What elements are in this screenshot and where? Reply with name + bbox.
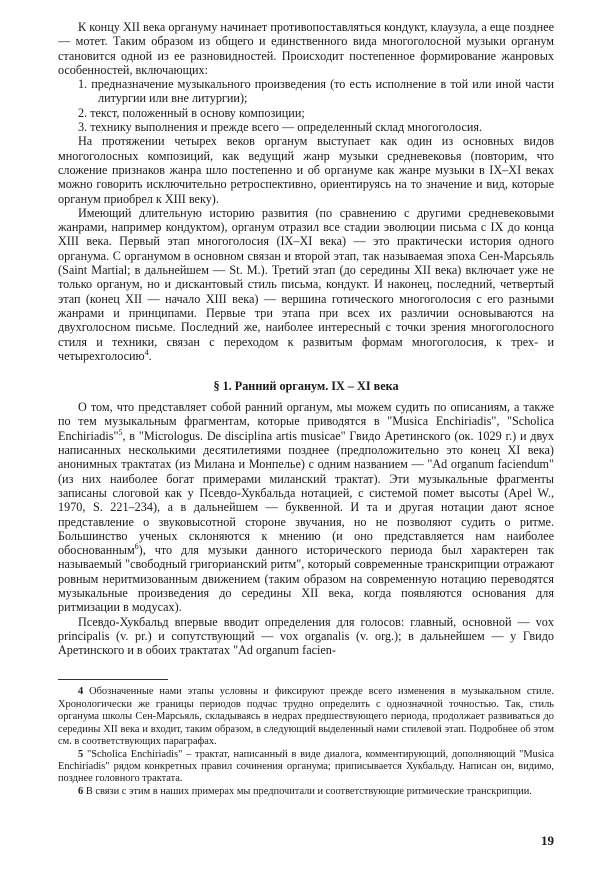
section-paragraph-1 (58, 400, 554, 614)
intro-paragraph-1: К концу XII века органуму начинает противопоставляться кондукт, клаузула, а еще позднее — мотет. Таким образом из общего и единственного вида многоголосной музыки органум становится одной из ее разновидностей. Происходит постепенное формирование жанровых особенностей, включающих: (58, 20, 554, 77)
footnote-ref-5: 5 (118, 427, 123, 437)
footnote-divider (58, 679, 168, 680)
footnote-4 (58, 686, 554, 748)
footnote-4-text: Обозначенные нами этапы условны и фиксируют прежде всего изменения в музыкальном стиле. Хронологически же границы периодов подчас трудно определить с однозначной точностью. Так, стиль органума школы Сен-Марсьяль, складываясь в недрах предшествующего периода, продолжает развиваться до середины XII века и входит, таким образом, в следующий выделенный нами стилевой этап. Подробнее об этом см. в соответствующих параграфах. (58, 686, 554, 748)
list-item-2: 2. текст, положенный в основу композиции; (78, 105, 305, 120)
list-item-1: 1. предназначение музыкального произведения (то есть исполнение в той или иной части литургии или вне литургии); (78, 77, 554, 106)
page-number: 19 (541, 833, 554, 848)
footnote-5 (58, 749, 554, 786)
footnote-ref-4: 4 (144, 347, 149, 357)
footnote-6-text: В связи с этим в наших примерах мы предпочитали и соответствующие ритмические транскрипции. (85, 785, 532, 797)
section-paragraph-1-part-c: ), что для музыки данного исторического периода был характерен так называемый "свободный григорианский ритм", который современные транскрипции отражают ровным неритмизованным движением (таким образом на современную нотацию переводятся музыкальные произведения до середины XII века, когда появляются основания для ритмизации в модусах). (58, 543, 554, 615)
footnote-5-number: 5 (78, 748, 84, 760)
footnote-6 (58, 786, 554, 798)
intro-paragraph-3-text: Имеющий длительную историю развития (по сравнению с другими средневековыми жанрами, например кондуктом), органум отразил все стадии эволюции письма с IX до конца XIII века. Первый этап многоголосия (IX–XI века) — это практически история одного органума. С органумом в основном связан и второй этап, так называемая эпоха Сен-Марсьяль (Saint Martial; в дальнейшем — St. M.). Третий этап (до середины XII века) включает уже не только органум, но и дискантовый стиль письма, кондукт. И наконец, последний, четвертый этап (конец XII — начало XIII века) — вершина готического многоголосия с его разными жанрами и принципами. Первые три этапа при всех их различии основываются на двухголосном письме. Последний же, наиболее интересный с точки зрения многоголосного стиля и техники, связан с переходом к развитым формам многоголосия, к трех- и четырехголосию (58, 205, 554, 363)
footnote-4-number: 4 (78, 686, 84, 698)
footnote-5-text: "Scholica Enchiriadis" – трактат, написанный в виде диалога, комментирующий, дополняющий "Musica Enchiriadis" рядом конкретных правил сочинения органума; приписывается Хукбальду. Написан он, видимо, позднее головного трактата. (58, 748, 554, 785)
intro-paragraph-3: Имеющий длительную историю развития (по сравнению с другими средневековыми жанрами, например кондуктом), органум отразил все стадии эволюции письма с IX до конца XIII века. Первый этап многоголосия (IX–XI века) — это практически история одного органума. С органумом в основном связан и второй этап, так называемая эпоха Сен-Марсьяль (Saint Martial; в дальнейшем — St. M.). Третий этап (до середины XII века) включает уже не только органум, но и дискантовый стиль письма, кондукт. И наконец, последний, четвертый этап (конец XII — начало XIII века) — вершина готического многоголосия с его разными жанрами и принципами. Первые три этапа при всех их различии основываются на двухголосном письме. Последний же, наиболее интересный с точки зрения многоголосного стиля и техники, связан с переходом к развитым формам многоголосия, к трех- и четырехголосию$^4$. (58, 205, 554, 363)
section-paragraph-1-part-b: , в "Micrologus. De disciplina artis musicae" Гвидо Аретинского (ок. 1029 г.) и двух написанных несколькими десятилетиями позднее (предположительно это конец XI века) анонимных трактатах (из Милана и Монпелье) с одним названием — "Ad organum faciendum" (из них наиболее богат примерами миланский трактат). Эти музыкальные фрагменты записаны слоговой как у Псевдо-Хукбальда нотацией, с системой помет высоты (Apel W., 1970, S. 221–234), а в дальнейшем — буквенной. И та и другая нотации дают ясное представление о звуковысотной стороне звучания, но не позволяют судить о ритме. Большинство ученых склоняются к мнению (и оно представляется нам наиболее обоснованным (58, 428, 554, 558)
intro-paragraph-2: На протяжении четырех веков органум выступает как один из основных видов многоголосных композиций, как ведущий жанр музыки средневековья (повторим, что сложение признаков жанра шло постепенно и об органуме как жанре музыки в IX–XI веках можно говорить исключительно ретроспективно, ориентируясь на то значение и вид, которые органум приобрел к XIII веку). (58, 134, 554, 206)
document-page (58, 20, 554, 798)
section-heading: § 1. Ранний органум. IX – XI века (213, 379, 399, 394)
footnote-6-number: 6 (78, 785, 84, 797)
list-item-3: 3. технику выполнения и прежде всего — определенный склад многоголосия. (78, 120, 483, 135)
section-paragraph-2: Псевдо-Хукбальд впервые вводит определения для голосов: главный, основной — vox principalis (v. pr.) и сопутствующий — vox organalis (v. org.); в дальнейшем — у Гвидо Аретинского и в обоих трактатах "Ad organum facien- (58, 614, 554, 658)
section-paragraph-1-part-a: О том, что представляет собой ранний органум, мы можем судить по описаниям, а также по тем музыкальным фрагментам, которые приводятся в "Musica Enchiriadis", "Scholica Enchiriadis" (58, 400, 554, 443)
footnote-ref-6: 6 (134, 542, 139, 552)
